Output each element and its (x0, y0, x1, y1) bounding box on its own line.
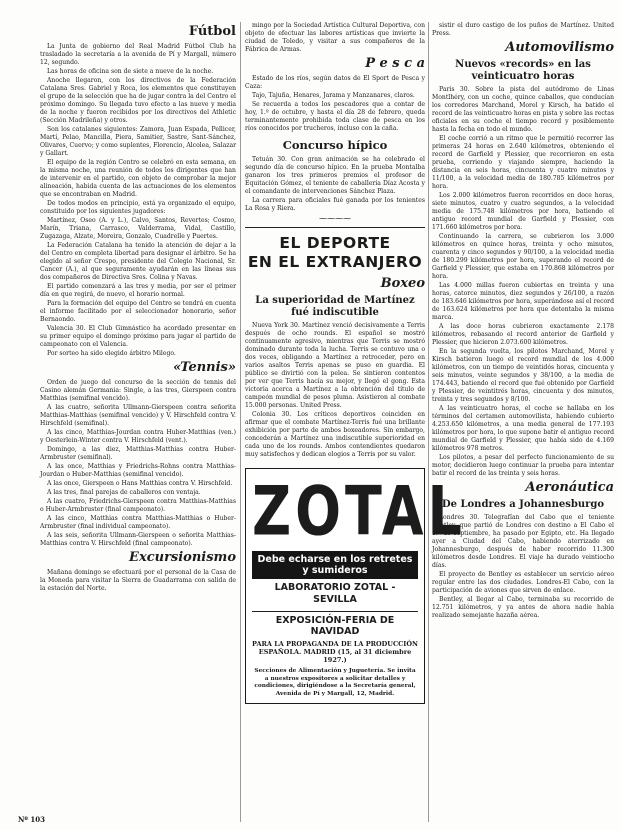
article-paragraph: A las cinco, Matthias-Jourdan contra Huber-Matthias (ven.) y Oesterlein-Winter contra V. Hirschfeld (vent.). (40, 429, 236, 444)
article-paragraph: El proyecto de Bentley es establecer un servicio aéreo regular entre las dos ciudades. Londres-El Cabo, con la participación de aviones que sirven de enlace. (432, 571, 614, 594)
ad-expo-detail: PARA LA PROPAGANDA DE LA PRODUCCIÓN ESPAÑOLA. MADRID (15, al 31 diciembre 1927.) (252, 640, 418, 665)
headline-line: EL DEPORTE (279, 234, 391, 253)
article-paragraph: París 30. Sobre la pista del autódromo de Linas Montlhéry, con un coche, quince caballos, que conducían los corredores Marchand, Morel y Kirsch, ha batido el record de las veinticuatro horas en pista y sobre las rectas oficiales en su coche el tiempo record y posiblemente hasta la fecha en todo el mundo. (432, 86, 614, 133)
hipico-article (245, 156, 425, 213)
article-paragraph: En la segunda vuelta, los pilotos Marchand, Morel y Kirsch batieron luego el record mundial de los 4.000 kilómetros, con un tiempo de veintidós horas, cincuenta y seis minutos, veinte segundos y 38/100, a la media de 174.443, batiendo el record que fué obtenido por Garfield y Plessier, de veintitrés horas, cincuenta y dos minutos, treinta y tres segundos y 8/100. (432, 348, 614, 403)
section-heading-automovilismo: Automovilismo (505, 40, 614, 55)
ad-small-print: Secciones de Alimentación y Juguetería. Se invita a nuestros expositores a solicitar detalles y condiciones, dirigiéndose a la Secretaría general, Avenida de Pí y Margall, 12, Madrid. (254, 668, 416, 697)
article-paragraph: mingo por la Sociedad Artística Cultural Deportiva, con objeto de efectuar las labores artísticas que invierte la ciudad de Toledo, y visitar a sus compañeros de la Fábrica de Armas. (245, 22, 425, 53)
section-heading-boxeo: Boxeo (380, 276, 425, 292)
article-paragraph: La Junta de gobierno del Real Madrid Fútbol Club ha trasladado la secretaría a la avenida de Pí y Margall, número 12, segundo. (40, 43, 236, 66)
ad-expo-title: EXPOSICIÓN-FERIA DE NAVIDAD (252, 611, 418, 637)
ad-slogan: Debe echarse en los retretes y sumideros (252, 551, 418, 579)
article-paragraph: Bentley, al llegar al Cabo, terminaba su recorrido de 12.751 kilómetros, y ya antes de ahora nadie había realizado semejante hazaña aérea. (432, 596, 614, 619)
column-divider (428, 22, 429, 822)
article-paragraph: A las seis, señorita Ullmann-Gierspeen o señorita Matthias-Matthias contra V. Hirschfeld (final campeonato). (40, 532, 236, 547)
futbol-article (40, 43, 236, 358)
article-paragraph: El coche corrió a un ritmo que le permitió recorrer las primeras 24 horas en 2.640 kilómetros, obteniendo el record de Garfield y Plessier, que recorrieron en esta prueba, corriendo y viajando siempre, haciendo la distancia en seis horas, cincuenta y cuatro minutos y 11/100, a la velocidad media de 180.785 kilómetros por hora. (432, 135, 614, 190)
aeronautica-subheading: De Londres a Johannesburgo (441, 499, 605, 510)
article-paragraph: De todos modos en principio, está ya organizado el equipo, constituido por los siguientes jugadores: (40, 200, 236, 215)
article-paragraph: Estado de los ríos, según datos de El Sport de Pesca y Caza: (245, 75, 425, 90)
article-paragraph: Tetuán 30. Con gran animación se ha celebrado el segundo día de concurso hípico. En la prueba Montalba ganaron los tres primeros premios el profesor de Equitación Gómez, el teniente de caballería Díaz Acosta y el comandante de intervenciones Sánchez Plaza. (245, 156, 425, 195)
article-paragraph: Se recuerda a todos los pescadores que a contar de hoy, 1.º de octubre, y hasta el día 28 de febrero, queda terminantemente prohibida toda clase de pesca en los ríos conocidos por trucheros, incluso con la caña. (245, 101, 425, 132)
section-heading-concurso-hipico: Concurso hípico (282, 138, 388, 152)
article-paragraph: Orden de juego del concurso de la sección de tennis del Casino alemán Germania: Single, a las tres, Gierspeen contra Matthias (semifinal vencido). (40, 379, 236, 402)
section-heading-pesca: P e s c a (365, 56, 425, 71)
article-paragraph: Son los catalanes siguientes: Zamora, Juan Espada, Pellicer, Martí, Pelao, Mancilla, Piera, Samitier, Sastre, Sant-Sánchez, Olivares, Cuervo; y como suplentes, Florencio, Alcolea, Salazar y Gallart. (40, 126, 236, 157)
article-paragraph: Londres 30. Telegrafían del Cabo que el teniente Bentley, que partió de Londres con destino a El Cabo el 1.º de septiembre, ha pasado por Egipto, etc. Ha llegado ayer a Ciudad del Cabo, habiendo aterrizado en Johannesburgo, después de haber recorrido 11.300 kilómetros desde Londres. El viaje ha durado veintiocho días. (432, 514, 614, 569)
article-paragraph: A las doce horas cubrieron exactamente 2.178 kilómetros, rebasando el record anterior de Garfield y Plessier, que hicieron 2.073.600 kilómetros. (432, 323, 614, 346)
excursionismo-article (40, 569, 236, 593)
article-paragraph: A las cuatro, Friedrichs-Gierspeen contra Matthias-Matthias o Huber-Armbruster (final campeonato). (40, 498, 236, 513)
heading-rule (245, 227, 425, 228)
ad-brand-logo: ZOTAL (252, 472, 466, 551)
column-divider (240, 22, 241, 822)
article-paragraph: A las tres, final parejas de caballeros con ventaja. (47, 489, 201, 496)
article-paragraph: Colonia 30. Los críticos deportivos coinciden en afirmar que el combate Martínez-Terris fué una brillante exhibición por parte de ambos boxeadores. Sin embargo, concederán a Martínez una indiscutible superioridad en cada uno de los rounds. Ambos contendientes quedaron muy satisfechos y dedican elogios a Terris por su valor. (245, 411, 425, 459)
column-center (245, 22, 466, 822)
article-paragraph: Anoche llegaron, con los directivos de la Federación Catalana Sres. Gabriel y Roca, los elementos que constituyen el grupo de la selección que ha de jugar contra la del Centro el próximo domingo. Su llegada tuvo efecto a las nueve y media de la noche y fueron recibidos por los directivos del Athletic (Sección Madrileña) y otros. (40, 77, 236, 124)
article-paragraph: Domingo, a las diez, Matthias-Matthias contra Huber-Armbruster (semifinal). (40, 446, 236, 461)
article-paragraph: Los pilotos, a pesar del perfecto funcionamiento de su motor, decidieron luego continuar la prueba para intentar batir el record de las treinta y seis horas. (432, 454, 614, 477)
article-paragraph: Mañana domingo se efectuará por el personal de la Casa de la Moneda para visitar la Sierra de Guadarrama con salida de la estación del Norte. (40, 569, 236, 592)
column-right (432, 22, 614, 822)
article-paragraph: Continuando la carrera, se cubrieron los 3.000 kilómetros en quince horas, treinta y ocho minutos, cuarenta y cinco segundos y 90/100, a la velocidad media de 180.299 kilómetros por hora, superando el record de Garfield y Plessier, que estaba en 170.868 kilómetros por hora. (432, 233, 614, 280)
section-heading-excursionismo: Excursionismo (129, 550, 236, 565)
page-folio: Nº 103 (18, 815, 45, 824)
article-paragraph: Las horas de oficina son de siete a nueve de la noche. (47, 68, 214, 75)
pesca-article (245, 75, 425, 133)
aeronautica-article (432, 514, 614, 620)
ornament-divider: ⁓⁓⁓⁓ (319, 214, 351, 223)
article-paragraph: A las cinco, Matthias contra Matthias-Matthias o Huber-Armbruster (final individual campeonato). (40, 515, 236, 530)
article-paragraph: La Federación Catalana ha tenido la atención de dejar a la del Centro en completa libertad para designar el árbitro. Se ha elegido al señor Crespo, presidente del Colegio Nacional, Sr. Cancer (A.), al que seguramente ayudarán en las líneas sus dos compañeros de Directiva Sres. Colina y Navas. (40, 242, 236, 281)
boxeo-subheading: La superioridad de Martínez fué indiscutible (255, 295, 415, 319)
article-paragraph: Martínez, Oseo (A. y L.), Calvo, Santos, Revertes; Cosmo, Marín, Triana, Carrasco, Valderrama, Vidal, Castillo, Zugazaga, Alzate, Moreira, Gonzalo, Cuadrelle y Puertes. (40, 217, 236, 240)
article-paragraph: Los 2.000 kilómetros fueron recorridos en doce horas, siete minutos, cuatro y cuatro segundos, a la velocidad media de 175.748 kilómetros por hora, batiendo el antiguo record mundial de Garfield y Plessier, con 171.660 kilómetros por hora. (432, 192, 614, 231)
article-paragraph: Para la formación del equipo del Centro se tendrá en cuenta el informe facilitado por el seleccionador honorario, señor Bernaondo. (40, 300, 236, 323)
article-paragraph: El partido comenzará a las tres y media, por ser el primer día en que regirá, de nuevo, el horario normal. (40, 283, 236, 298)
article-paragraph: A las veinticuatro horas, el coche se hallaba en los términos del certamen automovilista, habiendo cubierto 4.253.650 kilómetros, a una media general de 177.193 kilómetros por hora, lo que supone batir el antiguo record mundial de Garfield y Plessier, que había sido de 4.169 kilómetros 978 metros. (432, 405, 614, 452)
zotal-advertisement (245, 468, 466, 704)
ad-laboratory: LABORATORIO ZOTAL - SEVILLA (274, 582, 396, 606)
automovilismo-subheading: Nuevos «records» en las veinticuatro horas (455, 59, 591, 82)
article-paragraph: La carrera para oficiales fué ganada por los tenientes La Rosa y Riera. (245, 197, 425, 212)
article-paragraph: A las cuatro, señorita Ullmann-Gierspeen contra señorita Matthias-Matthias (semifinal vencido) y V. Hirschfeld contra V. Hirschfeld (semifinal). (40, 404, 236, 427)
tennis-article (40, 379, 236, 548)
article-paragraph: A las once, Matthias y Friedrichs-Rohns contra Matthias-Jourdan o Huber-Matthias (semifinal vencido). (40, 463, 236, 478)
article-paragraph: Valencia 30. El Club Gimnástico ha acordado presentar en su primer equipo el domingo próximo para jugar el partido de campeonato con el Valencia. (40, 325, 236, 348)
boxeo-article (245, 322, 425, 459)
article-paragraph: Nueva York 30. Martínez venció decisivamente a Terris después de ocho rounds. El español se mostró continuamente agresivo, mientras que Terris se mostró dominado durante toda la lucha. Terris se contuvo una o dos veces, obligando a Martínez a retroceder, pero en varios asaltos Terris apenas se puso en guardia. El público se divirtió con la pelea. Se sintieron contentos por ver que Terris hacía su mejor, y llegó el gong. Esta victoria acerca a Martínez a la obtención del título de campeón mundial de pesos pluma. Asistieron al combate 15.000 personas. United Press. (245, 322, 425, 410)
article-paragraph: Tajo, Tajuña, Henares, Jarama y Manzanares, claros. (252, 92, 415, 99)
article-paragraph: Por sorteo ha sido elegido árbitro Milego. (47, 350, 176, 357)
section-heading-aeronautica: Aeronáutica (525, 480, 614, 495)
article-paragraph: sistir el duro castigo de los puños de Martínez. United Press. (432, 22, 614, 37)
section-heading-tennis: «Tennis» (173, 360, 236, 375)
article-paragraph: A las once, Gierspeen o Hans Matthias contra V. Hirschfeld. (47, 480, 233, 487)
column-left (40, 22, 236, 822)
automovilismo-article (432, 86, 614, 478)
section-heading-futbol: Fútbol (188, 24, 236, 39)
article-paragraph: Las 4.000 millas fueron cubiertas en treinta y una horas, catorce minutos, diez segundos y 26/100, a razón de 183.646 kilómetros por hora, superándose así el record de 163.624 kilómetros por hora que detentaba la misma marca. (432, 282, 614, 321)
headline-line: EN EL EXTRANJERO (247, 253, 423, 272)
article-paragraph: El equipo de la región Centro se celebró en esta semana, en la misma noche, una reunión de todos los dirigentes que han de intervenir en el partido, con objeto de comprobar la mejor alineación, habida cuenta de las actuaciones de los elementos que se encontraban en Madrid. (40, 159, 236, 198)
headline-deporte-extranjero (245, 234, 425, 272)
